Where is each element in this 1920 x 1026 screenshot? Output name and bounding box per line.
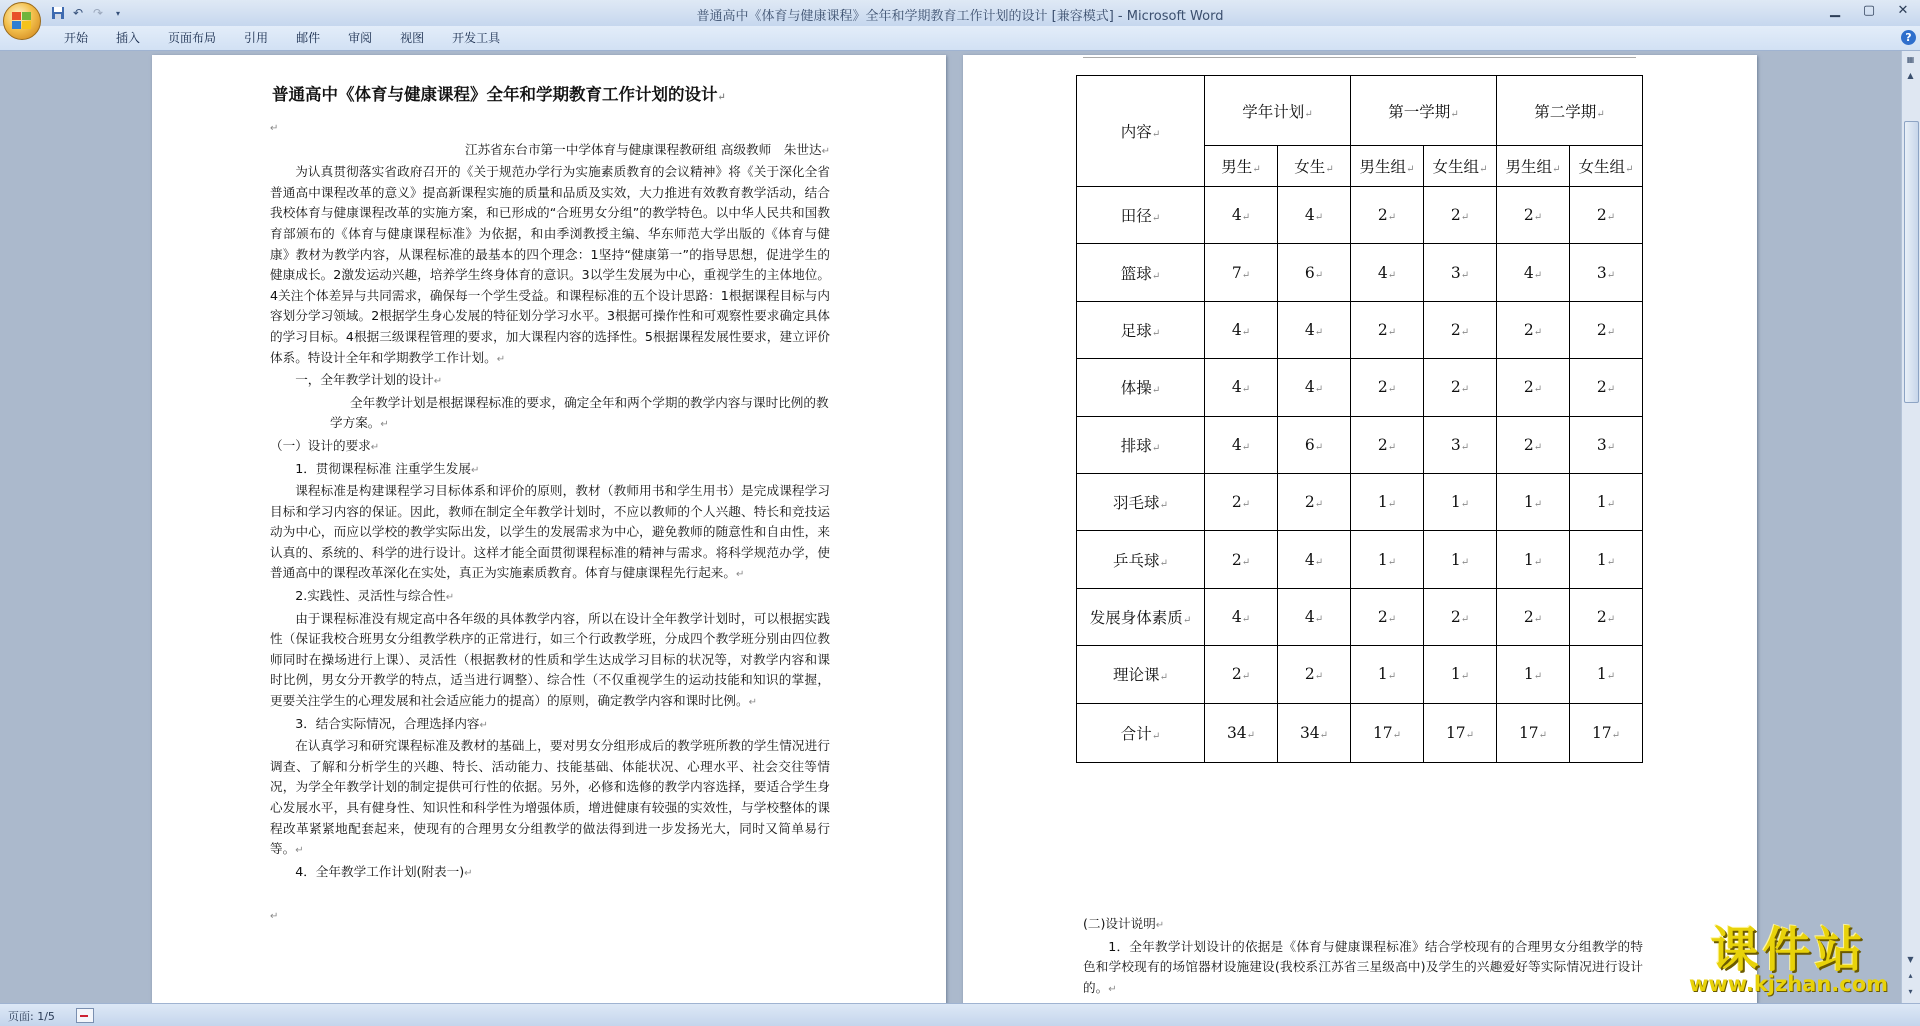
- table-cell: 34↵: [1205, 703, 1278, 762]
- table-cell: 2↵: [1497, 588, 1570, 645]
- table-row: [1077, 703, 1643, 762]
- document-title: 普通高中《体育与健康课程》全年和学期教育工作计划的设计↵: [272, 85, 726, 104]
- table-group-header: 第一学期↵: [1351, 76, 1497, 146]
- subheading-2: 2.实践性、灵活性与综合性↵: [295, 588, 455, 604]
- table-subheader: 男生↵: [1205, 146, 1278, 187]
- table-cell: 6↵: [1278, 244, 1351, 301]
- table-cell: 2↵: [1424, 359, 1497, 416]
- table-cell: 2↵: [1278, 473, 1351, 530]
- table-cell: 1↵: [1497, 531, 1570, 588]
- scroll-down-icon[interactable]: ▼: [1907, 955, 1914, 964]
- table-cell: 4↵: [1205, 588, 1278, 645]
- table-cell: 2↵: [1351, 359, 1424, 416]
- table-row-label: 足球↵: [1077, 301, 1205, 358]
- scroll-up-icon[interactable]: ▲: [1907, 71, 1914, 80]
- ribbon-tabs: [50, 29, 514, 47]
- table-cell: 2↵: [1424, 301, 1497, 358]
- subheading-3: 3．结合实际情况，合理选择内容↵: [295, 715, 488, 731]
- status-page-count[interactable]: 页面: 1/5: [8, 1010, 55, 1023]
- subsection-2-paragraph: 由于课程标准没有规定高中各年级的具体教学内容，所以在设计全年教学计划时，可以根据实践性（保证我校合班男女分组教学秩序的正常进行，如三个行政教学班，分成四个教学班分别由四位教师同时在操场进行上课）、灵活性（根据教材的性质和学生达成学习目标的状况等，对教学内容和课时比例，男女分开教学的特点，适当进行调整）、综合性（不仅重视学生的运动技能和知识的掌握，更要关注学生的心理发展和社会适应能力的提高）的原则，确定教学内容和课时比例。↵: [270, 610, 830, 709]
- table-cell: 3↵: [1424, 244, 1497, 301]
- subheading-4: 4．全年教学工作计划(附表一)↵: [295, 863, 473, 879]
- table-cell: 2↵: [1424, 588, 1497, 645]
- table-cell: 4↵: [1278, 531, 1351, 588]
- table-cell: 1↵: [1497, 646, 1570, 703]
- tab-mailings[interactable]: 邮件: [296, 31, 321, 45]
- author-line: 江苏省东台市第一中学体育与健康课程教研组 高级教师 朱世达↵: [464, 141, 830, 157]
- table-cell: 1↵: [1570, 646, 1643, 703]
- table-group-header: 第二学期↵: [1497, 76, 1643, 146]
- status-bar: [0, 1003, 1920, 1026]
- table-cell: 1↵: [1424, 646, 1497, 703]
- table-cell: 2↵: [1351, 187, 1424, 244]
- watermark-logo: [1671, 924, 1906, 996]
- tab-references[interactable]: 引用: [244, 31, 269, 45]
- table-row-label: 理论课↵: [1077, 646, 1205, 703]
- table-row: [1077, 187, 1643, 244]
- table-body: [1077, 187, 1643, 763]
- table-cell: 1↵: [1351, 646, 1424, 703]
- design-notes-paragraph: 1．全年教学计划设计的依据是《体育与健康课程标准》结合学校现有的合理男女分组教学的特色和学校现有的场馆器材设施建设(我校系江苏省三星级高中)及学生的兴趣爱好等实际情况进行设计的。↵: [1083, 938, 1643, 995]
- watermark-url: www.kjzhan.com: [1688, 972, 1889, 996]
- office-logo-icon: [12, 12, 32, 30]
- document-area[interactable]: [0, 51, 1902, 1003]
- table-cell: 17↵: [1497, 703, 1570, 762]
- table-subheader: 男生组↵: [1497, 146, 1570, 187]
- table-cell: 2↵: [1278, 646, 1351, 703]
- table-cell: 2↵: [1351, 416, 1424, 473]
- blank-paragraph: [270, 884, 830, 905]
- page-top-rule: [1083, 57, 1636, 58]
- table-row-label: 羽毛球↵: [1077, 473, 1205, 530]
- table-cell: 2↵: [1351, 588, 1424, 645]
- undo-icon[interactable]: ↶: [72, 6, 84, 20]
- table-row: [1077, 473, 1643, 530]
- table-cell: 1↵: [1351, 473, 1424, 530]
- blank-paragraph: ↵: [270, 910, 279, 922]
- table-cell: 2↵: [1205, 646, 1278, 703]
- table-row-label: 合计↵: [1077, 703, 1205, 762]
- heading-requirements: （一）设计的要求↵: [270, 437, 380, 453]
- table-row: [1077, 244, 1643, 301]
- table-cell: 2↵: [1570, 301, 1643, 358]
- close-icon[interactable]: ✕: [1897, 2, 1909, 18]
- table-cell: 2↵: [1570, 187, 1643, 244]
- table-cell: 2↵: [1497, 359, 1570, 416]
- table-cell: 2↵: [1424, 187, 1497, 244]
- annual-plan-table: [1076, 75, 1643, 763]
- table-row: [1077, 646, 1643, 703]
- table-cell: 2↵: [1205, 531, 1278, 588]
- table-cell: 4↵: [1278, 359, 1351, 416]
- table-subheader: 女生↵: [1278, 146, 1351, 187]
- blank-paragraph: ↵: [270, 123, 279, 134]
- table-cell: 2↵: [1570, 359, 1643, 416]
- table-cell: 1↵: [1424, 531, 1497, 588]
- table-row-label: 排球↵: [1077, 416, 1205, 473]
- intro-paragraph: 为认真贯彻落实省政府召开的《关于规范办学行为实施素质教育的会议精神》将《关于深化全省普通高中课程改革的意义》提高新课程实施的质量和品质及实效，大力推进有效教育教学活动，结合我校体育与健康课程改革的实施方案，和已形成的“合班男女分组”的教学特色。以中华人民共和国教育部颁布的《体育与健康课程标准》为依据，和由季浏教授主编、华东师范大学出版的《体育与健康》教材为教学内容，从课程标准的最基本的四个理念：1坚持“健康第一”的指导思想，促进学生的健康成长。2激发运动兴趣，培养学生终身体育的意识。3以学生发展为中心，重视学生的主体地位。4关注个体差异与共同需求，确保每一个学生受益。和课程标准的五个设计思路：1根据课程目标与内容划分学习领域。2根据学生身心发展的特征划分学习水平。3根据可操作性和可观察性要求确定具体的学习目标。4根据三级课程管理的要求，加大课程内容的选择性。5根据课程发展性要求，建立评价体系。特设计全年和学期教学工作计划。↵: [270, 164, 830, 365]
- table-row-label: 田径↵: [1077, 187, 1205, 244]
- table-cell: 2↵: [1570, 588, 1643, 645]
- office-button[interactable]: [3, 2, 41, 40]
- table-row-label: 发展身体素质↵: [1077, 588, 1205, 645]
- tab-developer[interactable]: 开发工具: [452, 31, 501, 45]
- table-cell: 4↵: [1205, 359, 1278, 416]
- table-cell: 2↵: [1205, 473, 1278, 530]
- watermark-text: 课件站: [1710, 922, 1867, 978]
- table-row-label: 体操↵: [1077, 359, 1205, 416]
- table-cell: 4↵: [1278, 588, 1351, 645]
- table-cell: 2↵: [1497, 416, 1570, 473]
- scrollbar-thumb[interactable]: [1904, 121, 1919, 403]
- table-cell: 1↵: [1424, 473, 1497, 530]
- minimize-icon[interactable]: ▁: [1830, 2, 1840, 18]
- vertical-scrollbar[interactable]: [1901, 51, 1920, 1003]
- table-group-header: 学年计划↵: [1205, 76, 1351, 146]
- table-cell: 4↵: [1205, 416, 1278, 473]
- table-row: [1077, 359, 1643, 416]
- table-cell: 2↵: [1497, 187, 1570, 244]
- table-cell: 1↵: [1570, 531, 1643, 588]
- table-cell: 4↵: [1205, 187, 1278, 244]
- table-row-label: 乒乓球↵: [1077, 531, 1205, 588]
- tab-insert[interactable]: 插入: [116, 31, 141, 45]
- customize-icon[interactable]: ▾: [115, 8, 120, 18]
- maximize-icon[interactable]: ▢: [1862, 2, 1876, 18]
- table-subheader: 男生组↵: [1351, 146, 1424, 187]
- table-row: [1077, 531, 1643, 588]
- ribbon: [0, 26, 1920, 51]
- table-cell: 2↵: [1497, 301, 1570, 358]
- tab-view[interactable]: 视图: [400, 31, 425, 45]
- table-cell: 34↵: [1278, 703, 1351, 762]
- document-page-1[interactable]: [152, 55, 946, 1003]
- table-cell: 4↵: [1278, 187, 1351, 244]
- help-icon[interactable]: ?: [1901, 30, 1916, 45]
- title-bar: [0, 0, 1920, 26]
- window-title: 普通高中《体育与健康课程》全年和学期教育工作计划的设计 [兼容模式] - Microsoft Word: [696, 9, 1224, 24]
- table-cell: 3↵: [1424, 416, 1497, 473]
- table-cell: 17↵: [1424, 703, 1497, 762]
- subsection-1-paragraph: 课程标准是构建课程学习目标体系和评价的原则，教材（教师用书和学生用书）是完成课程学习目标和学习内容的保证。因此，教师在制定全年教学计划时，不应以教师的个人兴趣、特长和竞技运动为中心，而应以学校的教学实际出发，以学生的发展需求为中心，避免教师的随意性和自由性，来认真的、系统的、科学的进行设计。这样才能全面贯彻课程标准的精神与需求。将科学规范办学，使普通高中的课程改革深化在实处，真正为实施素质教育。体育与健康课程先行起来。↵: [270, 483, 830, 581]
- table-row: [1077, 301, 1643, 358]
- page-2-body: [1083, 914, 1643, 1000]
- table-cell: 4↵: [1205, 301, 1278, 358]
- table-subheader: 女生组↵: [1424, 146, 1497, 187]
- ruler-toggle-icon[interactable]: ▦: [1906, 55, 1915, 64]
- window-controls: [1818, 0, 1920, 22]
- subheading-1: 1．贯彻课程标准 注重学生发展↵: [295, 460, 480, 476]
- previous-page-icon[interactable]: ▴: [1908, 971, 1913, 980]
- table-cell: 4↵: [1351, 244, 1424, 301]
- annual-plan-paragraph: 全年教学计划是根据课程标准的要求，确定全年和两个学期的教学内容与课时比例的教学方案。↵: [330, 394, 829, 431]
- page-1-body: [270, 117, 830, 928]
- next-page-icon[interactable]: ▾: [1908, 987, 1913, 996]
- table-cell: 6↵: [1278, 416, 1351, 473]
- table-cell: 3↵: [1570, 244, 1643, 301]
- heading-annual-plan: 一，全年教学计划的设计↵: [295, 372, 443, 388]
- table-header-content: 内容↵: [1077, 76, 1205, 187]
- table-subheader: 女生组↵: [1570, 146, 1643, 187]
- tab-page-layout[interactable]: 页面布局: [168, 31, 217, 45]
- table-row-label: 篮球↵: [1077, 244, 1205, 301]
- tab-review[interactable]: 审阅: [348, 31, 373, 45]
- table-cell: 17↵: [1570, 703, 1643, 762]
- tab-home[interactable]: 开始: [64, 31, 89, 45]
- document-page-2[interactable]: [963, 55, 1757, 1003]
- table-cell: 17↵: [1351, 703, 1424, 762]
- table-cell: 1↵: [1497, 473, 1570, 530]
- table-cell: 1↵: [1351, 531, 1424, 588]
- table-cell: 7↵: [1205, 244, 1278, 301]
- heading-design-notes: (二)设计说明↵: [1083, 916, 1165, 931]
- table-cell: 4↵: [1278, 301, 1351, 358]
- redo-icon[interactable]: ↷: [92, 6, 104, 20]
- table-row: [1077, 588, 1643, 645]
- table-cell: 3↵: [1570, 416, 1643, 473]
- subsection-3-paragraph: 在认真学习和研究课程标准及教材的基础上，要对男女分组形成后的教学班所教的学生情况进行调查、了解和分析学生的兴趣、特长、活动能力、技能基础、体能状况、心理水平、社会交往等情况，为学全年教学计划的制定提供可行性的依据。另外，必修和选修的教学内容选择，要适合学生身心发展水平，具有健身性、知识性和科学性为增强体质，增进健康有较强的实效性，与学校整体的课程改革紧紧地配套起来，使现有的合理男女分组教学的做法得到进一步发扬光大，同时又简单易行等。↵: [270, 738, 830, 857]
- table-cell: 2↵: [1351, 301, 1424, 358]
- proofing-icon[interactable]: [76, 1008, 94, 1023]
- table-row: [1077, 416, 1643, 473]
- table-cell: 1↵: [1570, 473, 1643, 530]
- table-cell: 4↵: [1497, 244, 1570, 301]
